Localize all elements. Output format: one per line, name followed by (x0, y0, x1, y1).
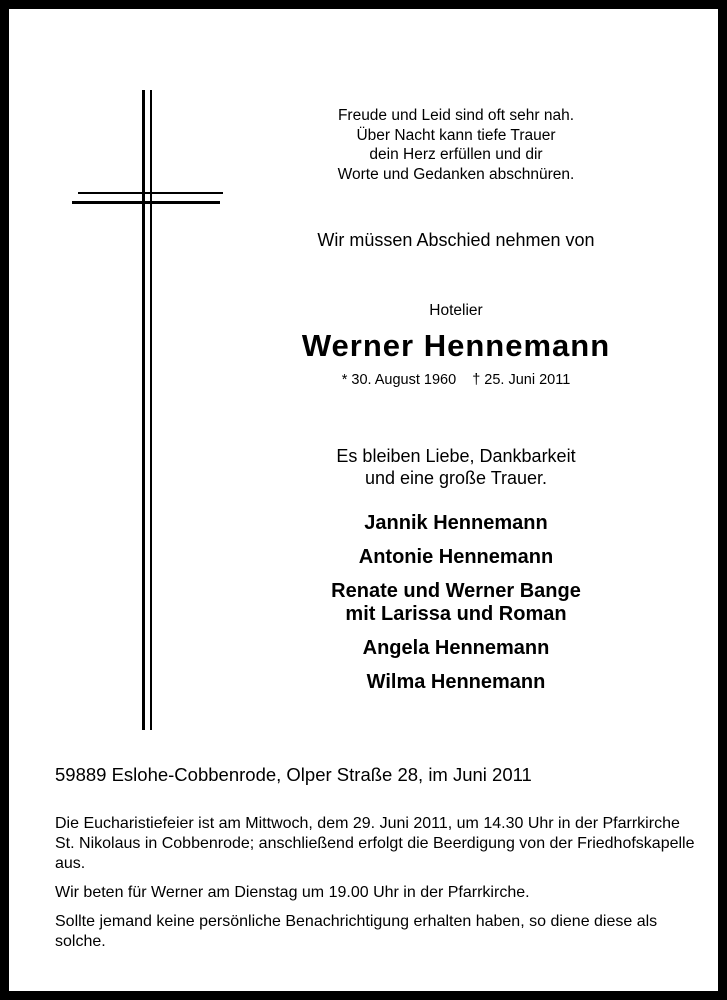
poem-line: Freude und Leid sind oft sehr nah. (337, 107, 575, 124)
cross-horizontal-bar (78, 192, 223, 194)
mourner-name: Wilma Hennemann (366, 671, 546, 693)
mourner-name: Renate und Werner Bange (331, 580, 581, 602)
poem-line: Worte und Gedanken abschnüren. (337, 165, 575, 183)
cross-vertical-bar (142, 90, 145, 730)
mourner-entry (250, 512, 662, 535)
closing-line: und eine große Trauer. (364, 468, 548, 488)
service-note: Sollte jemand keine persönliche Benachrichtigung erhalten haben, so diene diese als solche. (55, 913, 658, 950)
birth-date: * 30. August 1960 (341, 372, 457, 388)
poem-line: Über Nacht kann tiefe Trauer (356, 126, 556, 144)
intro-text: Wir müssen Abschied nehmen von (317, 230, 595, 250)
mourner-name: mit Larissa und Roman (345, 603, 567, 625)
poem-line: dein Herz erfüllen und dir (369, 146, 543, 163)
mourners-list (250, 512, 662, 705)
mourner-entry (250, 580, 662, 626)
cross-horizontal-bar (72, 201, 220, 204)
mourner-entry (250, 546, 662, 569)
deceased-name: Werner Hennemann (301, 328, 611, 363)
mourner-name: Jannik Hennemann (364, 512, 548, 534)
closing-text (250, 445, 662, 489)
address-line: 59889 Eslohe-Cobbenrode, Olper Straße 28, im Juni 2011 (55, 764, 532, 785)
closing-line: Es bleiben Liebe, Dankbarkeit (336, 446, 576, 466)
service-note: Die Eucharistiefeier ist am Mittwoch, dem 29. Juni 2011, um 14.30 Uhr in der Pfarrkirche St. Nikolaus in Cobbenrode; anschließend erfolgt die Beerdigung von der Friedhofskapelle aus. (55, 815, 695, 872)
mourner-name: Angela Hennemann (362, 637, 550, 659)
deceased-title: Hotelier (429, 302, 483, 319)
service-note: Wir beten für Werner am Dienstag um 19.00 Uhr in der Pfarrkirche. (55, 884, 530, 901)
poem (250, 106, 662, 184)
cross-vertical-bar (150, 90, 152, 730)
life-dates (250, 372, 662, 388)
mourner-name: Antonie Hennemann (358, 546, 554, 568)
mourner-entry (250, 637, 662, 660)
service-notes (55, 814, 700, 961)
mourner-entry (250, 671, 662, 694)
death-date: † 25. Juni 2011 (472, 372, 571, 388)
